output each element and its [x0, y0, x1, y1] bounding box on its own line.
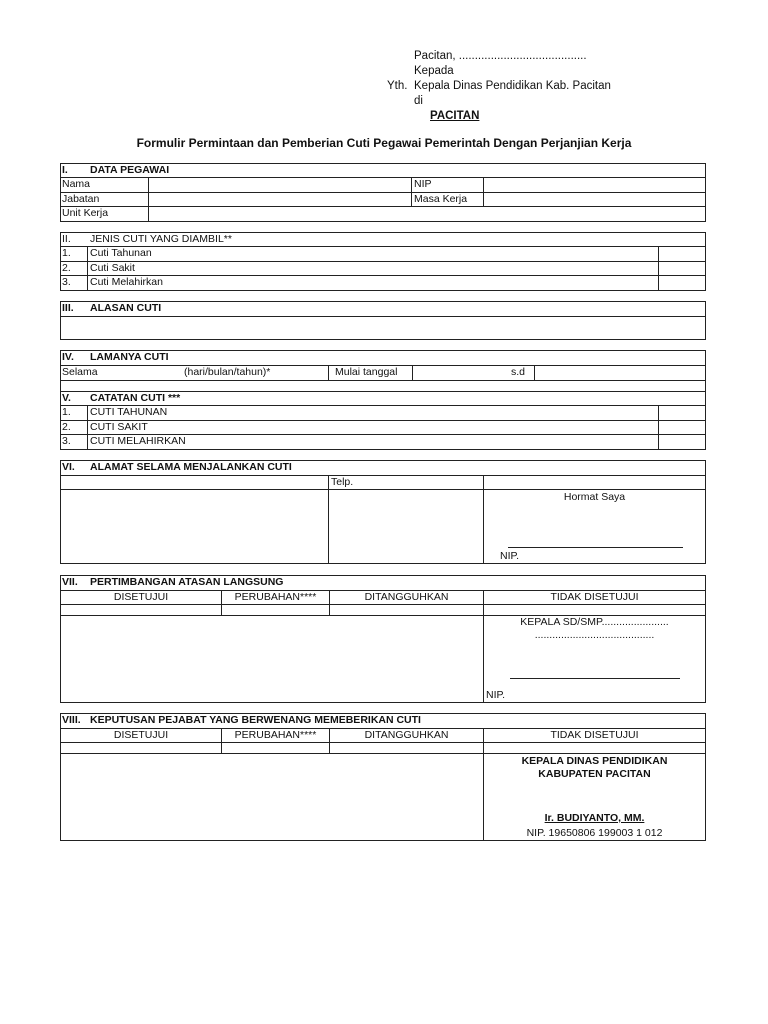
- telp-label: Telp.: [331, 476, 354, 488]
- kepala-sd-smp: KEPALA SD/SMP.......................: [520, 616, 669, 628]
- alasan-cuti-field[interactable]: [61, 317, 705, 339]
- catatan-item-num: 1.: [62, 406, 71, 418]
- nip-label: NIP.: [500, 550, 520, 562]
- tidak-disetujui-check[interactable]: [484, 743, 705, 753]
- section6-title: ALAMAT SELAMA MENJALANKAN CUTI: [90, 461, 292, 473]
- yth-label: Yth.: [387, 80, 408, 92]
- perubahan-check[interactable]: [222, 743, 329, 753]
- masa-kerja-label: Masa Kerja: [414, 193, 468, 205]
- mulai-tanggal-label: Mulai tanggal: [335, 366, 398, 378]
- di-label: di: [414, 95, 423, 107]
- perubahan-check[interactable]: [222, 605, 329, 615]
- signature-line: [508, 547, 683, 548]
- section4-title: LAMANYA CUTI: [90, 351, 169, 363]
- selama-label: Selama: [62, 366, 98, 378]
- catatan-tahunan-label: CUTI TAHUNAN: [90, 406, 168, 418]
- catatan-sakit-label: CUTI SAKIT: [90, 421, 148, 433]
- section6-num: VI.: [62, 461, 75, 473]
- col-tidak-disetujui: TIDAK DISETUJUI: [550, 729, 639, 741]
- catatan-melahirkan-field[interactable]: [659, 435, 705, 449]
- kepala-dots: .........................................: [534, 629, 655, 641]
- section2-num: II.: [62, 233, 71, 245]
- ditangguhkan-check[interactable]: [330, 743, 483, 753]
- official-nip: NIP. 19650806 199003 1 012: [526, 827, 663, 839]
- catatan-item-num: 3.: [62, 435, 71, 447]
- official-title-line2: KABUPATEN PACITAN: [538, 768, 651, 780]
- signature-line: [510, 678, 680, 679]
- kepada-label: Kepada: [414, 65, 454, 77]
- section2-title: JENIS CUTI YANG DIAMBIL**: [90, 233, 232, 245]
- city: PACITAN: [430, 110, 480, 122]
- col-perubahan: PERUBAHAN****: [234, 591, 317, 603]
- section7-num: VII.: [62, 576, 78, 588]
- unit-label: (hari/bulan/tahun)*: [184, 366, 271, 378]
- col-tidak-disetujui: TIDAK DISETUJUI: [550, 591, 639, 603]
- catatan-sakit-field[interactable]: [659, 421, 705, 433]
- col-ditangguhkan: DITANGGUHKAN: [364, 591, 449, 603]
- nama-label: Nama: [62, 178, 91, 190]
- section3-title: ALASAN CUTI: [90, 302, 162, 314]
- section1-title: DATA PEGAWAI: [90, 164, 170, 176]
- telp-field[interactable]: [329, 490, 482, 563]
- nama-field[interactable]: [149, 178, 410, 191]
- cuti-tahunan-label: Cuti Tahunan: [90, 247, 152, 259]
- section8-title: KEPUTUSAN PEJABAT YANG BERWENANG MEMEBERIKAN CUTI: [90, 714, 421, 726]
- ditangguhkan-check[interactable]: [330, 605, 483, 615]
- nip-label: NIP: [414, 178, 432, 190]
- disetujui-check[interactable]: [61, 743, 221, 753]
- section7-title: PERTIMBANGAN ATASAN LANGSUNG: [90, 576, 284, 588]
- catatan-tahunan-field[interactable]: [659, 406, 705, 419]
- jabatan-field[interactable]: [149, 193, 410, 205]
- col-disetujui: DISETUJUI: [113, 591, 169, 603]
- cuti-item-num: 1.: [62, 247, 71, 259]
- section5-title: CATATAN CUTI ***: [90, 392, 181, 404]
- col-perubahan: PERUBAHAN****: [234, 729, 317, 741]
- section8-num: VIII.: [62, 714, 81, 726]
- form-title: Formulir Permintaan dan Pemberian Cuti Pegawai Pemerintah Dengan Perjanjian Kerja: [136, 136, 632, 150]
- selama-field[interactable]: [110, 366, 180, 379]
- cuti-sakit-label: Cuti Sakit: [90, 262, 135, 274]
- nip-label: NIP.: [486, 689, 506, 701]
- jabatan-label: Jabatan: [62, 193, 100, 205]
- official-title-line1: KEPALA DINAS PENDIDIKAN: [521, 755, 668, 767]
- section1-num: I.: [62, 164, 68, 176]
- masa-kerja-field[interactable]: [484, 193, 705, 205]
- tidak-disetujui-check[interactable]: [484, 605, 705, 615]
- recipient: Kepala Dinas Pendidikan Kab. Pacitan: [414, 80, 611, 92]
- section5-num: V.: [62, 392, 71, 404]
- col-disetujui: DISETUJUI: [113, 729, 169, 741]
- catatan-item-num: 2.: [62, 421, 71, 433]
- cuti-item-num: 3.: [62, 276, 71, 288]
- disetujui-check[interactable]: [61, 605, 221, 615]
- nip-field[interactable]: [484, 178, 705, 191]
- mulai-tanggal-field[interactable]: [413, 366, 505, 379]
- unit-kerja-field[interactable]: [149, 207, 705, 221]
- hormat-saya: Hormat Saya: [563, 491, 626, 503]
- alamat-field[interactable]: [61, 490, 327, 563]
- cuti-sakit-check[interactable]: [659, 262, 705, 274]
- sampai-tanggal-field[interactable]: [535, 366, 705, 379]
- place-date: Pacitan, ........................................: [414, 50, 587, 62]
- unit-kerja-label: Unit Kerja: [62, 207, 109, 219]
- official-name: Ir. BUDIYANTO, MM.: [544, 812, 645, 824]
- cuti-melahirkan-check[interactable]: [659, 276, 705, 290]
- cuti-item-num: 2.: [62, 262, 71, 274]
- section4-num: IV.: [62, 351, 74, 363]
- section3-num: III.: [62, 302, 74, 314]
- col-ditangguhkan: DITANGGUHKAN: [364, 729, 449, 741]
- catatan-melahirkan-label: CUTI MELAHIRKAN: [90, 435, 186, 447]
- cuti-tahunan-check[interactable]: [659, 247, 705, 260]
- cuti-melahirkan-label: Cuti Melahirkan: [90, 276, 163, 288]
- sd-label: s.d: [511, 366, 526, 378]
